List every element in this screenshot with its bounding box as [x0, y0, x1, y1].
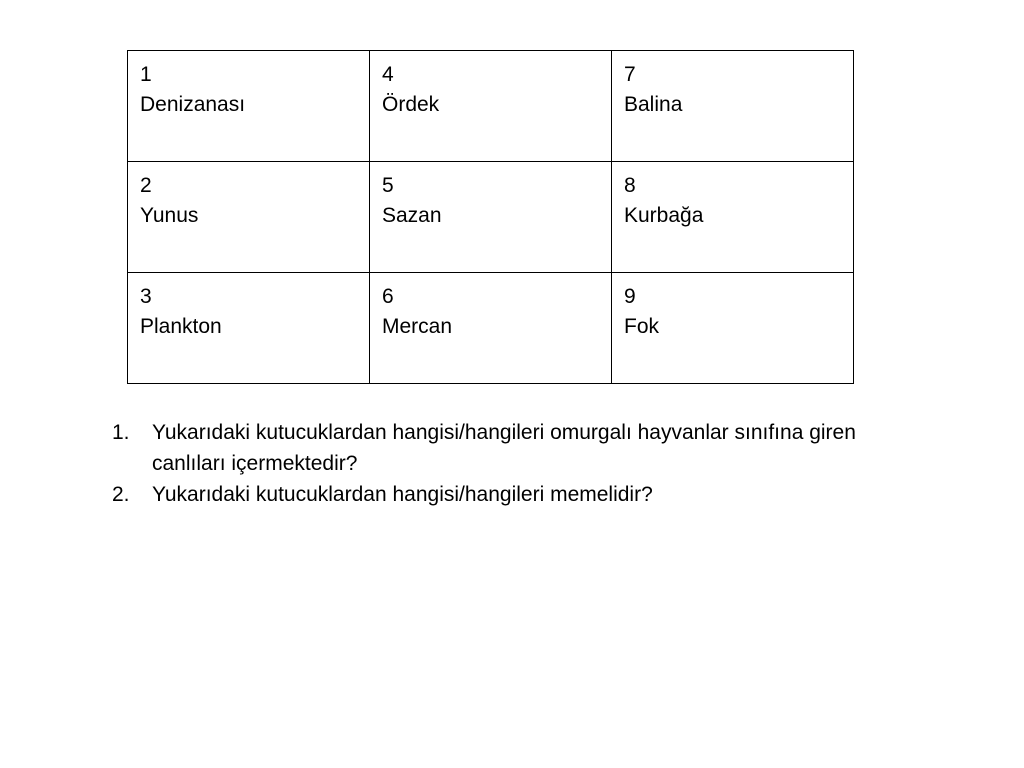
- cell-name: Ördek: [382, 93, 440, 116]
- question-text: Yukarıdaki kutucuklardan hangisi/hangileri memelidir?: [152, 483, 653, 506]
- cell-number: 7: [624, 63, 636, 86]
- question-item: [112, 479, 912, 510]
- cell-number: 5: [382, 174, 394, 197]
- table-row: [128, 273, 854, 384]
- question-list: [112, 417, 912, 510]
- cell-number: 8: [624, 174, 636, 197]
- table-row: [128, 162, 854, 273]
- cell-name: Denizanası: [140, 93, 246, 116]
- grid-cell: [612, 51, 854, 162]
- grid-cell: [128, 273, 370, 384]
- grid-cell: [612, 273, 854, 384]
- question-number: 1.: [112, 421, 130, 444]
- cell-number: 3: [140, 285, 152, 308]
- animal-grid-table: [127, 50, 854, 384]
- cell-name: Kurbağa: [624, 204, 704, 227]
- cell-name: Fok: [624, 315, 660, 338]
- cell-name: Plankton: [140, 315, 222, 338]
- grid-cell: [370, 162, 612, 273]
- grid-cell: [370, 273, 612, 384]
- grid-cell: [370, 51, 612, 162]
- cell-number: 1: [140, 63, 152, 86]
- question-number: 2.: [112, 483, 130, 506]
- grid-cell: [128, 51, 370, 162]
- cell-number: 2: [140, 174, 152, 197]
- grid-cell: [612, 162, 854, 273]
- cell-number: 6: [382, 285, 394, 308]
- cell-number: 4: [382, 63, 394, 86]
- question-text: Yukarıdaki kutucuklardan hangisi/hangileri omurgalı hayvanlar sınıfına giren canlıları içermektedir?: [152, 421, 856, 475]
- cell-name: Yunus: [140, 204, 199, 227]
- question-item: [112, 417, 912, 479]
- table-row: [128, 51, 854, 162]
- cell-name: Sazan: [382, 204, 442, 227]
- cell-name: Balina: [624, 93, 683, 116]
- grid-cell: [128, 162, 370, 273]
- cell-name: Mercan: [382, 315, 453, 338]
- cell-number: 9: [624, 285, 636, 308]
